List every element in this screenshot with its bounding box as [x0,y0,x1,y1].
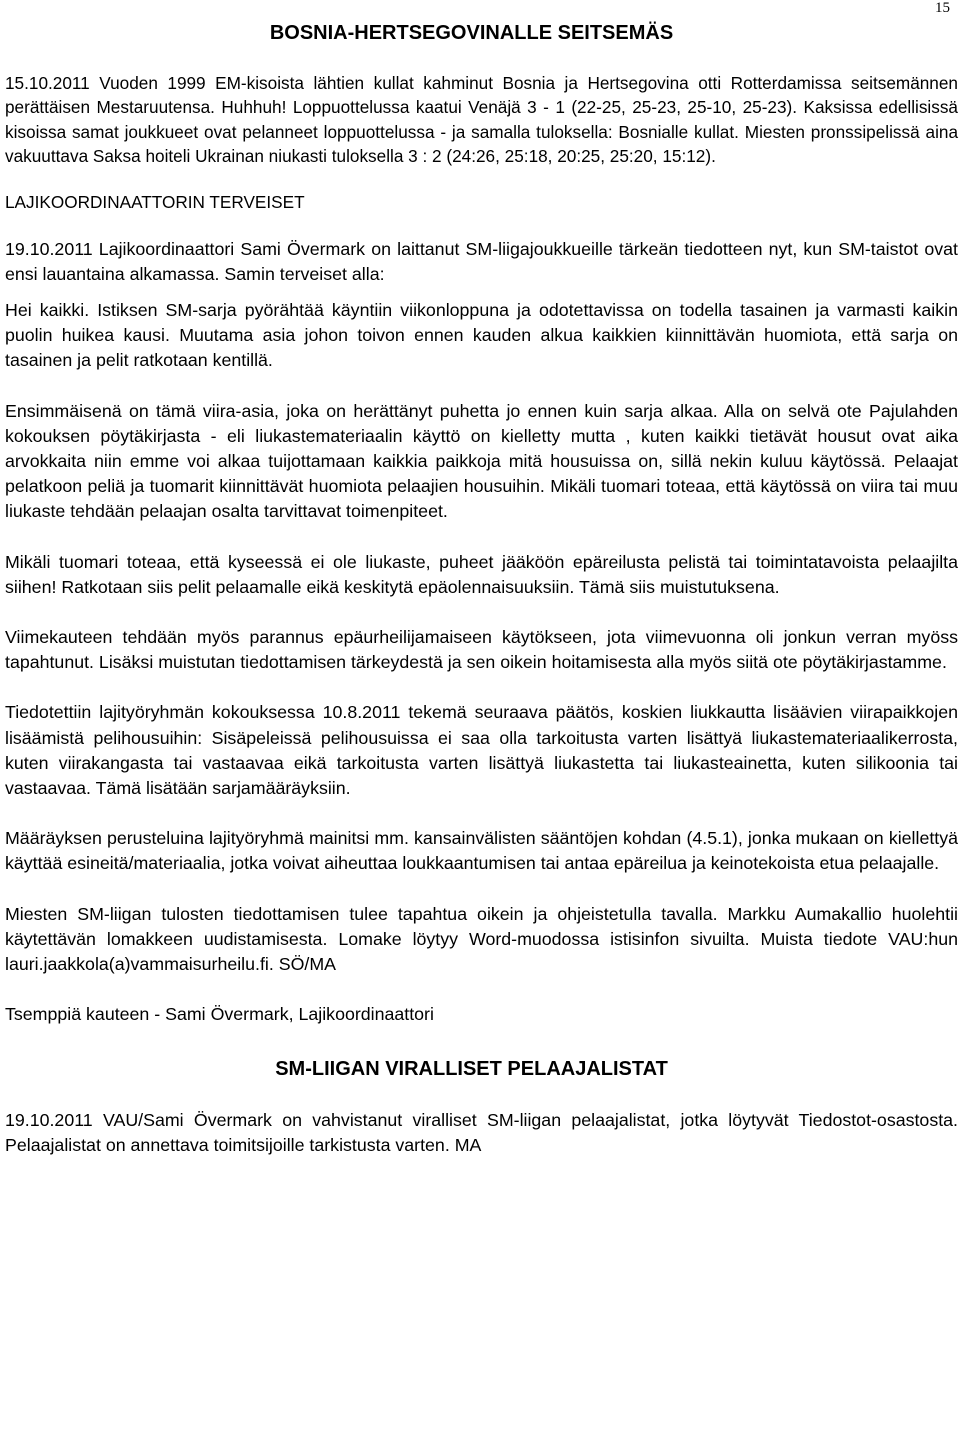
bosnia-article-text: 15.10.2011 Vuoden 1999 EM-kisoista lähtien kullat kahminut Bosnia ja Hertsegovina otti Rotterdamissa seitsemännen perättäisen Mestaruutensa. Huhhuh! Loppuottelussa kaatui Venäjä 3 - 1 (22-25, 25-23, 25-10, 25-23). Kaksissa edellisissä kisoissa samat joukkueet ovat pelanneet loppuottelussa - ja samalla tuloksella: Bosnialle kullat. Miesten pronssipelissä aina vakuuttava Saksa hoiteli Ukrainan niukasti tuloksella 3 : 2 (24:26, 25:18, 20:25, 25:20, 15:12). [5,73,958,167]
coordinator-paragraph-3: Mikäli tuomari toteaa, että kyseessä ei ole liukaste, puheet jääköön epäreilusta pelistä tai toimintatavoista pelaajilta siihen! Ratkotaan siis pelit pelaamalle eikä keskitytä epäolennaisuuksiin. Tämä siis muistutuksena. [5,551,958,597]
coordinator-paragraph-6: Määräyksen perusteluina lajityöryhmä mainitsi mm. kansainvälisten sääntöjen kohdan (4.5.1), jonka mukaan on kiellettyä käyttää esineitä/materiaalia, jotka voivat aiheuttaa loukkaantumisen tai antaa epäreilua ja keinotekoista etua pelaajalle. [5,828,958,874]
coordinator-paragraph-5: Tiedotettiin lajityöryhmän kokouksessa 10.8.2011 tekemä seuraava päätös, koskien liukkautta lisäävien viirapaikkojen lisäämistä pelihousuihin: Sisäpeleissä pelihousuissa ei saa olla tarkoitusta varten lisättyä liukastemateriaalikerrosta, kuten viirakangasta tai vastaavaa eikä tarkoitusta varten lisättyä liukastetta tai liukasteainetta, kuten silikoonia tai vastaavaa. Tämä lisätään sarjamääräyksiin. [5,702,958,799]
section-title-coordinator: LAJIKOORDINAATTORIN TERVEISET [5,191,305,212]
coordinator-signature: Tsemppiä kauteen - Sami Övermark, Lajikoordinaattori [5,1004,434,1025]
coordinator-intro-paragraph: 19.10.2011 Lajikoordinaattori Sami Övermark on laittanut SM-liigajoukkueille tärkeän tiedotteen nyt, kun SM-taistot ovat ensi lauantaina alkamassa. Samin terveiset alla: [5,238,958,284]
player-lists-text: 19.10.2011 VAU/Sami Övermark on vahvistanut viralliset SM-liigan pelaajalistat, jotka löytyvät Tiedostot-osastosta. Pelaajalistat on annettava toimitsijoille tarkistusta varten. MA [5,1109,958,1155]
page-number: 15 [935,0,950,16]
section-title-bosnia: BOSNIA-HERTSEGOVINALLE SEITSEMÄS [269,22,674,44]
section-title-player-lists: SM-LIIGAN VIRALLISET PELAAJALISTAT [275,1057,668,1080]
coordinator-paragraph-7: Miesten SM-liigan tulosten tiedottamisen tulee tapahtua oikein ja ohjeistetulla tavalla. Markku Aumakallio huolehtii käytettävän lomakkeen uudistamisesta. Lomake löytyy Word-muodossa istisinfon sivuilta. Muista tiedote VAU:hun lauri.jaakkola(a)vammaisurheilu.fi. SÖ/MA [5,903,958,975]
coordinator-paragraph-4: Viimekauteen tehdään myös parannus epäurheilijamaiseen käytökseen, jota viimevuonna oli jonkun verran myöss tapahtunut. Lisäksi muistutan tiedottamisen tärkeydestä ja sen oikein hoitamisesta alla myös siitä ote pöytäkirjastamme. [5,627,958,673]
coordinator-paragraph-1: Hei kaikki. Istiksen SM-sarja pyörähtää käyntiin viikonloppuna ja odotettavissa on todella tasainen ja varmasti kaikin puolin huikea kausi. Muutama asia johon toivon ennen kauden alkua kaikkien kiinnittävän huomiota, että sarja on tasainen ja pelit ratkotaan kentillä. [5,300,958,371]
coordinator-paragraph-2: Ensimmäisenä on tämä viira-asia, joka on herättänyt puhetta jo ennen kuin sarja alkaa. Alla on selvä ote Pajulahden kokouksen pöytäkirjasta - eli liukastemateriaalin käyttö on kielletty mutta , kuten kaikki tietävät housut ovat aika arvokkaita niin emme voi alkaa tuijottamaan kaikkia paikkoja mitä housuissa on, sillä nekin kuluu käytössä. Pelaajat pelatkoon peliä ja tuomarit kiinnittävät huomiota pelaajien housuihin. Mikäli tuomari toteaa, että käytössä on viira tai muu liukaste tehdään pelaajan osalta tarvittavat toimenpiteet. [5,400,958,522]
document-body [5,20,958,1158]
